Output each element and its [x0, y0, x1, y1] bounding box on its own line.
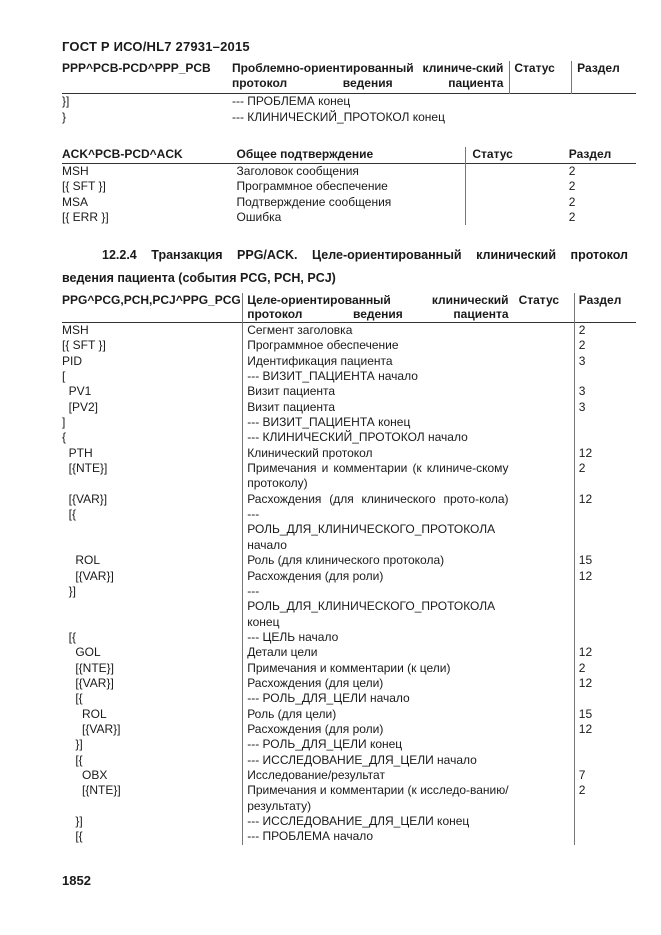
cell-segment: ROL [62, 706, 107, 721]
cell-status [510, 94, 572, 110]
cell-description: --- ВИЗИТ_ПАЦИЕНТА начало [243, 369, 515, 384]
table-row [62, 768, 636, 783]
cell-description: Подтверждение сообщения [236, 194, 392, 209]
cell-section: 12 [574, 492, 636, 507]
table-row [62, 645, 636, 660]
cell-section [574, 369, 636, 384]
table-row [62, 415, 636, 430]
cell-status [515, 430, 575, 445]
table-ppg-pcg [62, 293, 636, 845]
column-header-status: Статус [510, 61, 572, 94]
cell-description: Примечания и комментарии (к исследо-ванию/результату) [243, 783, 515, 814]
cell-section: 15 [574, 707, 636, 722]
cell-status [515, 461, 575, 492]
cell-segment: [ [62, 369, 66, 384]
cell-status [515, 722, 575, 737]
column-header-description: Проблемно-ориентированный клиниче-ский протокол ведения пациента [231, 61, 504, 91]
cell-section: 12 [574, 569, 636, 584]
cell-description: --- РОЛЬ_ДЛЯ_ЦЕЛИ конец [243, 737, 515, 752]
cell-segment: }] [62, 814, 83, 828]
cell-description: --- ВИЗИТ_ПАЦИЕНТА конец [243, 415, 515, 430]
cell-description: --- КЛИНИЧЕСКИЙ_ПРОТОКОЛ начало [243, 430, 515, 445]
table-row [62, 446, 636, 461]
cell-status [515, 584, 575, 630]
cell-section [574, 507, 636, 553]
cell-section: 2 [574, 323, 636, 339]
column-header-message: ACK^PCB-PCD^ACK [62, 147, 183, 161]
cell-status [515, 415, 575, 430]
cell-description: --- РОЛЬ_ДЛЯ_КЛИНИЧЕСКОГО_ПРОТОКОЛА начало [243, 507, 515, 553]
cell-section: 3 [574, 384, 636, 399]
table-row [62, 676, 636, 691]
column-header-message: PPG^PCG,PCH,PCJ^PPG_PCG [62, 293, 241, 307]
cell-segment: [{ [62, 507, 77, 522]
cell-section [574, 430, 636, 445]
cell-status [515, 707, 575, 722]
cell-status [515, 384, 575, 399]
cell-status [515, 814, 575, 829]
cell-section [574, 753, 636, 768]
cell-status [515, 768, 575, 783]
cell-status [515, 829, 575, 844]
cell-segment: { [62, 430, 67, 445]
cell-segment: } [62, 109, 67, 124]
table-row [62, 783, 636, 814]
table-row [62, 507, 636, 553]
table-row [62, 691, 636, 706]
cell-section [572, 110, 636, 125]
cell-description: Визит пациента [243, 400, 515, 415]
cell-section: 2 [574, 461, 636, 492]
cell-status [515, 691, 575, 706]
cell-section [574, 829, 636, 844]
cell-description: --- ИССЛЕДОВАНИЕ_ДЛЯ_ЦЕЛИ начало [243, 753, 515, 768]
cell-segment: [{ [62, 691, 83, 706]
cell-section: 2 [574, 661, 636, 676]
cell-description: --- ИССЛЕДОВАНИЕ_ДЛЯ_ЦЕЛИ конец [243, 814, 515, 829]
cell-status [515, 492, 575, 507]
cell-section: 12 [574, 722, 636, 737]
cell-segment: [{ [62, 752, 83, 767]
table-row [62, 461, 636, 492]
cell-status [515, 446, 575, 461]
cell-segment: ] [62, 415, 66, 430]
cell-section: 12 [574, 676, 636, 691]
cell-section: 12 [574, 446, 636, 461]
cell-segment: [{VAR}] [62, 721, 121, 736]
table-row [62, 753, 636, 768]
cell-segment: MSA [62, 194, 89, 209]
cell-segment: PV1 [62, 384, 92, 399]
cell-section: 2 [568, 194, 576, 209]
table-row [62, 584, 636, 630]
table-row [62, 829, 636, 844]
cell-description: Расхождения (для роли) [243, 722, 515, 737]
section-heading: 12.2.4 Транзакция PPG/ACK. Целе-ориентированный клинический протокол ведения пациента (события PCG, PCH, PCJ) [62, 248, 628, 285]
cell-segment: MSH [62, 323, 89, 337]
column-header-description: Общее подтверждение [236, 147, 374, 161]
cell-section: 7 [574, 768, 636, 783]
table-row [62, 94, 636, 110]
cell-description: --- КЛИНИЧЕСКИЙ_ПРОТОКОЛ конец [231, 109, 445, 124]
cell-status [515, 737, 575, 752]
cell-section: 2 [574, 783, 636, 814]
table-row [62, 110, 636, 125]
cell-section [574, 415, 636, 430]
table-row [62, 323, 636, 339]
cell-segment: [{NTE}] [62, 783, 121, 798]
column-header-description: Целе-ориентированный клинический протокол ведения пациента [243, 293, 515, 323]
cell-segment: [{ SFT }] [62, 179, 106, 194]
cell-description: Роль (для цели) [243, 707, 515, 722]
cell-section: 2 [568, 164, 576, 179]
cell-description: Визит пациента [243, 384, 515, 399]
table-header-row [62, 293, 636, 323]
cell-status [515, 661, 575, 676]
cell-segment: [{VAR}] [62, 568, 114, 583]
table-row [62, 369, 636, 384]
cell-description: --- РОЛЬ_ДЛЯ_КЛИНИЧЕСКОГО_ПРОТОКОЛА конец [243, 584, 515, 630]
cell-description: Сегмент заголовка [243, 323, 515, 339]
cell-segment: ROL [62, 553, 101, 568]
table-body [62, 323, 636, 845]
cell-status [515, 553, 575, 568]
cell-segment: [{VAR}] [62, 491, 108, 506]
table-body [62, 164, 636, 225]
cell-segment: [{ [62, 629, 77, 644]
column-header-status: Статус [518, 293, 560, 307]
cell-status [466, 210, 566, 225]
cell-status [466, 179, 566, 194]
table-row [62, 630, 636, 645]
table-row [62, 354, 636, 369]
cell-description: --- ЦЕЛЬ начало [243, 630, 515, 645]
page-header: ГОСТ Р ИСО/HL7 27931–2015 [62, 39, 250, 54]
table-row [62, 179, 636, 194]
cell-segment: }] [62, 737, 83, 752]
cell-segment: MSH [62, 164, 89, 179]
cell-description: Исследование/результат [243, 768, 515, 783]
cell-segment: PTH [62, 445, 93, 460]
table-row [62, 338, 636, 353]
cell-status [515, 400, 575, 415]
cell-description: Ошибка [236, 209, 282, 224]
cell-status [515, 676, 575, 691]
cell-status [466, 164, 566, 180]
table-row [62, 164, 636, 180]
table-header-row [62, 61, 636, 94]
cell-description: Расхождения (для роли) [243, 569, 515, 584]
cell-segment: }] [62, 583, 77, 598]
cell-section [572, 94, 636, 110]
cell-section: 15 [574, 553, 636, 568]
table-ack [62, 147, 636, 225]
table-row [62, 400, 636, 415]
column-header-message: PPP^PCB-PCD^PPP_PCB [62, 61, 211, 75]
cell-description: Идентификация пациента [243, 354, 515, 369]
table-row [62, 722, 636, 737]
cell-status [515, 753, 575, 768]
cell-section: 3 [574, 400, 636, 415]
cell-description: Программное обеспечение [243, 338, 515, 353]
cell-description: Примечания и комментарии (к клиниче-скому протоколу) [243, 461, 515, 492]
cell-section: 2 [568, 179, 576, 194]
cell-segment: [{VAR}] [62, 675, 114, 690]
table-row [62, 195, 636, 210]
cell-description: Детали цели [243, 645, 515, 660]
cell-section: 2 [574, 338, 636, 353]
cell-section [574, 691, 636, 706]
cell-segment: [{ SFT }] [62, 338, 106, 353]
table-row [62, 210, 636, 225]
cell-status [515, 645, 575, 660]
table-row [62, 492, 636, 507]
column-header-section: Раздел [568, 147, 612, 161]
table-row [62, 814, 636, 829]
table-row [62, 737, 636, 752]
table-header-row [62, 147, 636, 164]
column-header-status: Статус [466, 147, 566, 164]
cell-status [515, 338, 575, 353]
cell-description: Заголовок сообщения [236, 164, 359, 179]
cell-description: --- ПРОБЛЕМА конец [231, 94, 351, 109]
table-row [62, 553, 636, 568]
cell-section [574, 737, 636, 752]
cell-segment: [{NTE}] [62, 461, 108, 476]
cell-section [574, 630, 636, 645]
cell-status [515, 783, 575, 814]
cell-section [574, 584, 636, 630]
cell-segment: }] [62, 94, 70, 109]
cell-status [515, 507, 575, 553]
cell-segment: [PV2] [62, 399, 99, 414]
cell-status [515, 630, 575, 645]
cell-segment: [{NTE}] [62, 660, 115, 675]
table-row [62, 661, 636, 676]
table-row [62, 384, 636, 399]
cell-description: Расхождения (для клинического прото-кола) [243, 492, 515, 507]
cell-section: 2 [568, 209, 576, 224]
cell-segment: OBX [62, 767, 108, 782]
cell-description: --- ПРОБЛЕМА начало [243, 829, 515, 844]
cell-status [515, 354, 575, 369]
cell-segment: [{ ERR }] [62, 209, 109, 224]
table-row [62, 707, 636, 722]
cell-status [466, 195, 566, 210]
cell-status [510, 110, 572, 125]
table-row [62, 430, 636, 445]
table-body [62, 94, 636, 125]
cell-segment: GOL [62, 645, 101, 660]
cell-section: 12 [574, 645, 636, 660]
table-row [62, 569, 636, 584]
cell-segment: [{ [62, 829, 83, 844]
cell-description: Программное обеспечение [236, 179, 388, 194]
cell-status [515, 323, 575, 339]
cell-status [515, 369, 575, 384]
cell-status [515, 569, 575, 584]
page-number: 1852 [62, 873, 91, 888]
cell-description: --- РОЛЬ_ДЛЯ_ЦЕЛИ начало [243, 691, 515, 706]
cell-description: Клинический протокол [243, 446, 515, 461]
column-header-section: Раздел [572, 61, 636, 94]
cell-section [574, 814, 636, 829]
cell-section: 3 [574, 354, 636, 369]
column-header-section: Раздел [574, 293, 636, 323]
table-ppp-pcb [62, 61, 636, 125]
cell-description: Примечания и комментарии (к цели) [243, 661, 515, 676]
cell-description: Расхождения (для цели) [243, 676, 515, 691]
cell-description: Роль (для клинического протокола) [243, 553, 515, 568]
cell-segment: PID [62, 353, 83, 368]
